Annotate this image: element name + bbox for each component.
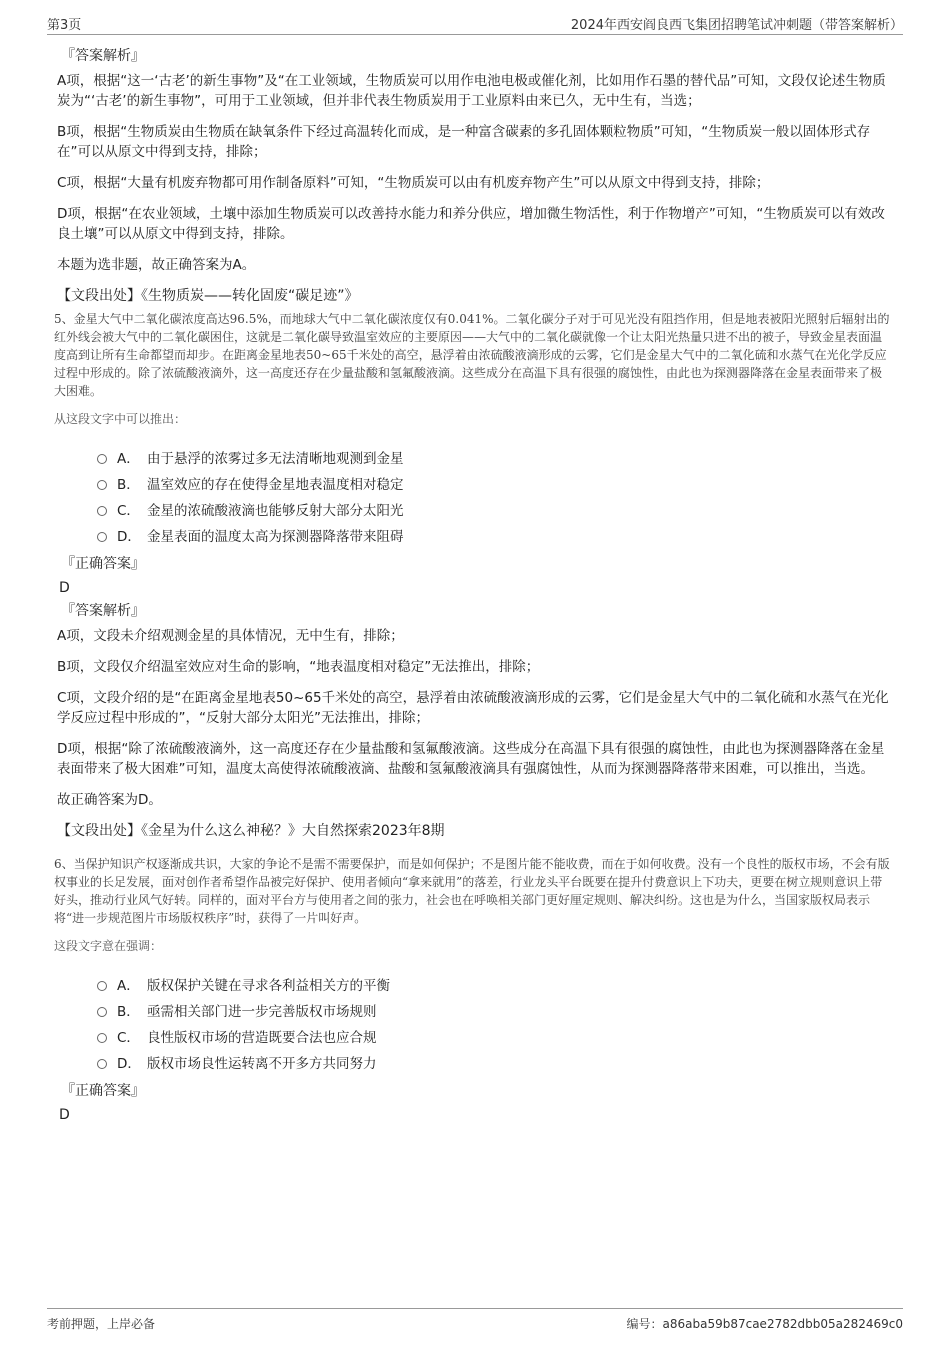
radio-icon[interactable]: [97, 1033, 107, 1043]
q6-option-a[interactable]: [97, 971, 893, 997]
q5-options: [97, 444, 893, 548]
option-letter: A．: [117, 978, 140, 994]
q5-option-c[interactable]: [97, 496, 893, 522]
radio-icon[interactable]: [97, 1059, 107, 1069]
option-text: 温室效应的存在使得金星地表温度相对稳定: [147, 477, 404, 493]
q4-analysis-a: A项，根据“这一‘古老’的新生事物”及“在工业领域，生物质炭可以用作电池电极或催化剂，比如用作石墨的替代品”可知，文段仅论述生物质炭为“‘古老’的新生事物”，可用于工业领域，但并非代表生物质炭用于工业原料由来已久，无中生有，当选；: [57, 73, 886, 109]
q5-option-a[interactable]: [97, 444, 893, 470]
q5-analysis-a: A项，文段未介绍观测金星的具体情况，无中生有，排除；: [57, 628, 404, 644]
footer-code: [626, 1315, 903, 1332]
q5-text: 5、金星大气中二氧化碳浓度高达96.5%，而地球大气中二氧化碳浓度仅有0.041%。二氧化碳分子对于可见光没有阻挡作用，但是地表被阳光照射后辐射出的红外线会被大气中的二氧化碳困住，这就是二氧化碳导致温室效应的主要原因——大气中的二氧化碳就像一个让太阳光热量只进不出的被子，导致金星表面温度高到让所有生命都望而却步。在距离金星地表50~65千米处的高空，悬浮着由浓硫酸液滴形成的云雾，它们是金星大气中的二氧化硫和水蒸气在光化学反应过程中形成的。除了浓硫酸液滴外，这一高度还存在少量盐酸和氢氟酸液滴。这些成分在高温下具有很强的腐蚀性，由此也为探测器降落在金星表面带来了极大困难。: [54, 312, 890, 398]
option-text: 亟需相关部门进一步完善版权市场规则: [147, 1004, 377, 1020]
option-letter: A．: [117, 451, 140, 467]
document-content: [54, 42, 893, 1128]
option-letter: B．: [117, 1004, 140, 1020]
q5-analysis-c: C项，文段介绍的是“在距离金星地表50~65千米处的高空，悬浮着由浓硫酸液滴形成的云雾，它们是金星大气中的二氧化硫和水蒸气在光化学反应过程中形成的”，“反射大部分太阳光”无法推出，排除；: [57, 690, 889, 726]
q5-answer: D: [59, 580, 70, 596]
option-letter: B．: [117, 477, 140, 493]
q5-option-d[interactable]: [97, 522, 893, 548]
radio-icon[interactable]: [97, 454, 107, 464]
document-title: 2024年西安阎良西飞集团招聘笔试冲刺题（带答案解析）: [570, 18, 903, 33]
option-text: 版权保护关键在寻求各利益相关方的平衡: [147, 978, 390, 994]
q6-options: [97, 971, 893, 1075]
q4-analysis-d: D项，根据“在农业领域，土壤中添加生物质炭可以改善持水能力和养分供应，增加微生物活性，利于作物增产”可知，“生物质炭可以有效改良土壤”可以从原文中得到支持，排除。: [57, 206, 885, 242]
q6-text: 6、当保护知识产权逐渐成共识，大家的争论不是需不需要保护，而是如何保护；不是图片能不能收费，而在于如何收费。没有一个良性的版权市场，不会有版权事业的长足发展，面对创作者希望作品被完好保护、使用者倾向“拿来就用”的落差，行业龙头平台既要在提升付费意识上下功夫，更要在树立规则意识上带好头，推动行业风气好转。同样的，面对平台方与使用者之间的张力，社会也在呼唤相关部门更好厘定规则、解决纠纷。这也是为什么，当国家版权局表示将“进一步规范图片市场版权秩序”时，获得了一片叫好声。: [54, 857, 890, 925]
page-number: 第3页: [47, 18, 82, 33]
radio-icon[interactable]: [97, 1007, 107, 1017]
q5-analysis-d: D项，根据“除了浓硫酸液滴外，这一高度还存在少量盐酸和氢氟酸液滴。这些成分在高温下具有很强的腐蚀性，由此也为探测器降落在金星表面带来了极大困难”可知，温度太高使得浓硫酸液滴、盐酸和氢氟酸液滴具有强腐蚀性，从而为探测器降落带来困难，可以推出，当选。: [57, 741, 885, 777]
q4-analysis-c: C项，根据“大量有机废弃物都可用作制备原料”可知，“生物质炭可以由有机废弃物产生”可以从原文中得到支持，排除；: [57, 175, 770, 191]
q6-option-b[interactable]: [97, 997, 893, 1023]
option-text: 金星表面的温度太高为探测器降落带来阻碍: [147, 529, 404, 545]
option-text: 金星的浓硫酸液滴也能够反射大部分太阳光: [147, 503, 404, 519]
page-header: [47, 14, 903, 35]
radio-icon[interactable]: [97, 981, 107, 991]
footer-slogan: 考前押题，上岸必备: [47, 1317, 156, 1331]
q4-analysis-b: B项，根据“生物质炭由生物质在缺氧条件下经过高温转化而成，是一种富含碳素的多孔固体颗粒物质”可知，“生物质炭一般以固体形式存在”可以从原文中得到支持，排除；: [57, 124, 871, 160]
q6-stem: 这段文字意在强调：: [54, 939, 163, 953]
q4-analysis-label: 『答案解析』: [61, 48, 145, 64]
option-text: 良性版权市场的营造既要合法也应合规: [147, 1030, 377, 1046]
q6-option-d[interactable]: [97, 1049, 893, 1075]
radio-icon[interactable]: [97, 506, 107, 516]
page-footer: [47, 1308, 903, 1335]
option-letter: D．: [117, 529, 141, 545]
q5-option-b[interactable]: [97, 470, 893, 496]
footer-code-label: 编号：: [626, 1317, 663, 1331]
footer-code-value: a86aba59b87cae2782dbb05a282469c0: [662, 1317, 903, 1331]
option-letter: C．: [117, 503, 140, 519]
q5-analysis-b: B项，文段仅介绍温室效应对生命的影响，“地表温度相对稳定”无法推出，排除；: [57, 659, 540, 675]
q6-answer: D: [59, 1107, 70, 1123]
radio-icon[interactable]: [97, 532, 107, 542]
q6-option-c[interactable]: [97, 1023, 893, 1049]
option-text: 版权市场良性运转离不开多方共同努力: [147, 1056, 377, 1072]
option-letter: C．: [117, 1030, 140, 1046]
q5-analysis-label: 『答案解析』: [61, 603, 145, 619]
q5-source: 【文段出处】《金星为什么这么神秘？》大自然探索2023年8期: [57, 823, 445, 839]
q4-conclusion: 本题为选非题，故正确答案为A。: [57, 257, 256, 273]
option-letter: D．: [117, 1056, 141, 1072]
q6-answer-label: 『正确答案』: [61, 1083, 145, 1099]
option-text: 由于悬浮的浓雾过多无法清晰地观测到金星: [147, 451, 404, 467]
radio-icon[interactable]: [97, 480, 107, 490]
q5-answer-label: 『正确答案』: [61, 556, 145, 572]
q4-source: 【文段出处】《生物质炭——转化固废“碳足迹”》: [57, 288, 359, 304]
q5-stem: 从这段文字中可以推出：: [54, 412, 187, 426]
q5-conclusion: 故正确答案为D。: [57, 792, 162, 808]
